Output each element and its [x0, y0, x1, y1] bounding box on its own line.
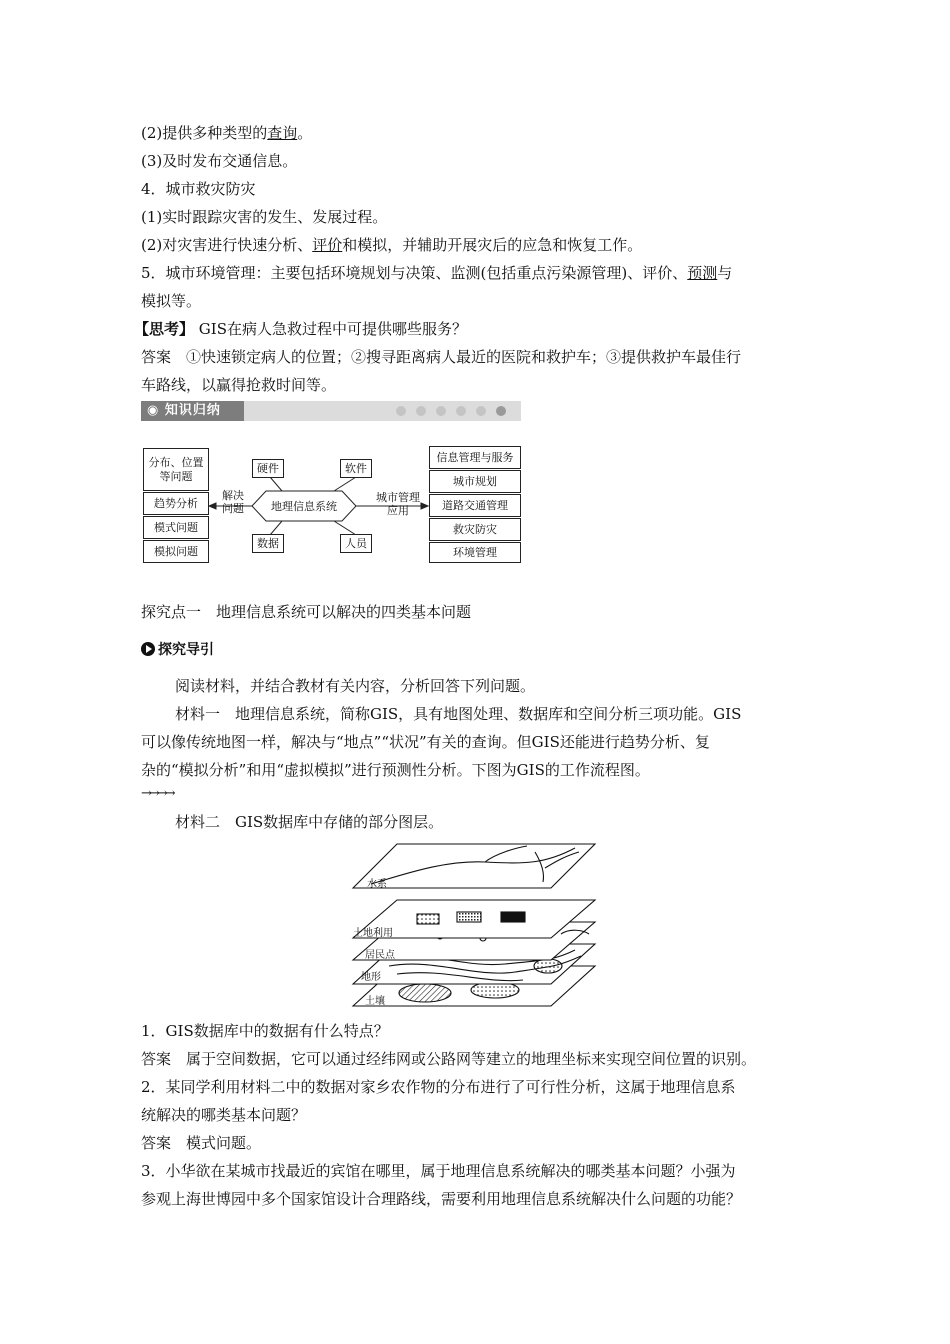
body-paragraph: 阅读材料，并结合教材有关内容，分析回答下列问题。 — [175, 677, 536, 695]
text-line: 模拟等。 — [141, 292, 202, 310]
component-software: 软件 — [340, 459, 372, 478]
right-box-info-service: 信息管理与服务 — [429, 446, 521, 469]
layer-label: 地形 — [361, 972, 381, 983]
guide-title: 探究导引 — [158, 642, 214, 658]
target-icon: ◉ — [147, 403, 160, 418]
underlined-term: 查询 — [267, 124, 298, 142]
layer-label: 水系 — [367, 879, 387, 890]
right-box-disaster: 救灾防灾 — [429, 518, 521, 541]
left-link-label: 解决问题 — [222, 489, 244, 515]
banner-title: 知识归纳 — [164, 403, 221, 418]
left-box-trend: 趋势分析 — [143, 492, 209, 515]
text: 与 — [717, 264, 733, 282]
question: 1．GIS数据库中的数据有什么特点？ — [141, 1022, 389, 1040]
component-hardware: 硬件 — [252, 459, 284, 478]
answer-line: 答案 ①快速锁定病人的位置；②搜寻距离病人最近的医院和救护车；③提供救护车最佳行 — [141, 348, 742, 366]
gis-layers-figure — [345, 838, 605, 1014]
right-box-urban-planning: 城市规划 — [429, 470, 521, 493]
text: (2)对灾害进行快速分析、 — [141, 236, 313, 254]
right-box-environment: 环境管理 — [429, 542, 521, 563]
think-tag: 【思考】 — [134, 320, 195, 338]
question: 统解决的哪类基本问题？ — [141, 1106, 307, 1124]
answer-line: 车路线，以赢得抢救时间等。 — [141, 376, 337, 394]
underlined-term: 预测 — [687, 264, 718, 282]
text-line: (3)及时发布交通信息。 — [141, 152, 298, 170]
right-link-label: 城市管理应用 — [376, 491, 420, 517]
text: (2)提供多种类型的 — [141, 124, 268, 142]
question: 参观上海世博园中多个国家馆设计合理路线，需要利用地理信息系统解决什么问题的功能？ — [141, 1190, 742, 1208]
layer-label: 土壤 — [365, 996, 385, 1007]
answer-line: 答案 模式问题。 — [141, 1134, 262, 1152]
heading-line: 4．城市救灾防灾 — [141, 180, 256, 198]
body-paragraph: 杂的“模拟分析”和用“虚拟模拟”进行预测性分析。下图为GIS的工作流程图。 — [141, 761, 650, 779]
layer-label: 居民点 — [365, 950, 395, 961]
left-box-pattern: 模式问题 — [143, 516, 209, 539]
question: 2．某同学利用材料二中的数据对家乡农作物的分布进行了可行性分析，这属于地理信息系 — [141, 1078, 736, 1096]
layer-label: 土地利用 — [353, 928, 393, 939]
explore-title: 探究点一 地理信息系统可以解决的四类基本问题 — [141, 603, 472, 621]
text: 和模拟，并辅助开展灾后的应急和恢复工作。 — [342, 236, 643, 254]
component-people: 人员 — [340, 534, 372, 553]
play-icon — [141, 642, 155, 656]
right-box-traffic: 道路交通管理 — [429, 494, 521, 517]
body-paragraph: 可以像传统地图一样，解决与“地点”“状况”有关的查询。但GIS还能进行趋势分析、复 — [141, 733, 710, 751]
component-data: 数据 — [252, 534, 284, 553]
body-paragraph: 材料一 地理信息系统，简称GIS，具有地图处理、数据库和空间分析三项功能。GIS — [175, 705, 742, 723]
guide-heading — [141, 640, 214, 660]
think-question: GIS在病人急救过程中可提供哪些服务？ — [194, 320, 467, 338]
left-box-simulation: 模拟问题 — [143, 540, 209, 563]
left-box-distribution: 分布、位置等问题 — [143, 448, 209, 491]
answer-line: 答案 属于空间数据，它可以通过经纬网或公路网等建立的地理坐标来实现空间位置的识别。 — [141, 1050, 757, 1068]
arrows-placeholder: →→→→ — [141, 786, 173, 801]
question: 3．小华欲在某城市找最近的宾馆在哪里，属于地理信息系统解决的哪类基本问题？小强为 — [141, 1162, 736, 1180]
text-line: (1)实时跟踪灾害的发生、发展过程。 — [141, 208, 388, 226]
center-node-label: 地理信息系统 — [271, 500, 337, 513]
body-paragraph: 材料二 GIS数据库中存储的部分图层。 — [175, 813, 444, 831]
text: 5．城市环境管理：主要包括环境规划与决策、监测(包括重点污染源管理)、评价、 — [141, 264, 688, 282]
underlined-term: 评价 — [312, 236, 343, 254]
text: 。 — [297, 124, 313, 142]
